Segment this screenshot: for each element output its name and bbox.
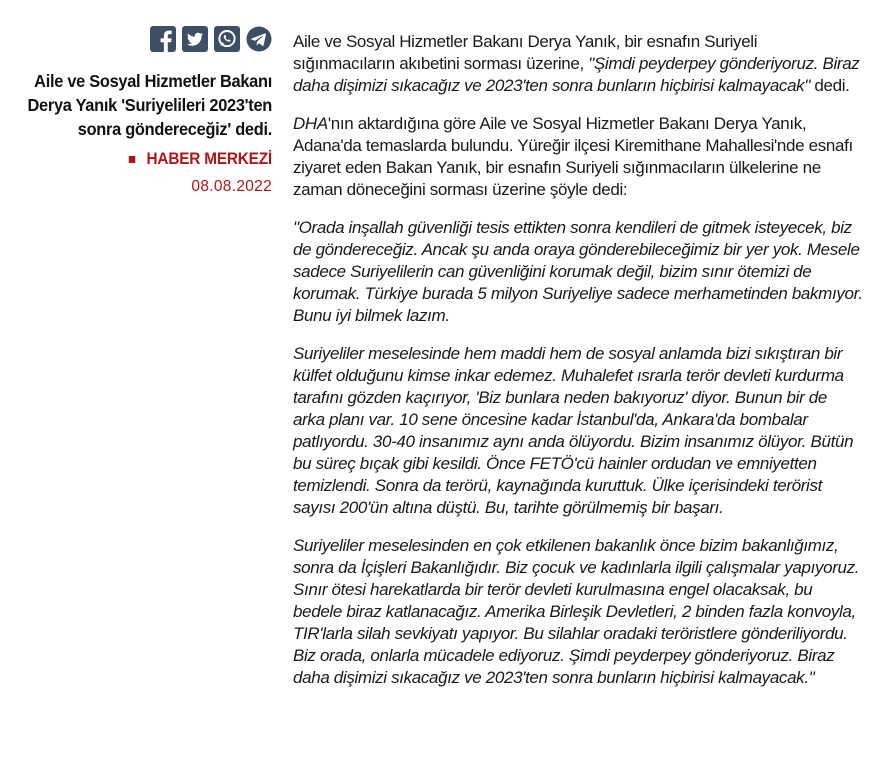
paragraph-intro [293,31,863,97]
quote-paragraph-1: "Orada inşallah güvenliği tesis ettikten sonra kendileri de gitmek isteyecek, biz de göndereceğiz. Ancak şu anda oraya gönderebileceğimiz bir yer yok. Mesele sadece Suriyelilerin can güvenliğini korumak değil, bizim sınır ötemizi de korumak. Türkiye burada 5 milyon Suriyeliye sadece merhametinden bakmıyor. Bunu iyi bilmek lazım. [293,218,863,325]
publish-date: 08.08.2022 [191,178,272,195]
telegram-icon [246,26,272,52]
author-link[interactable] [19,150,272,169]
square-bullet-icon [129,156,136,163]
share-bar [0,26,272,52]
whatsapp-icon [214,26,240,52]
quote-paragraph-2: Suriyeliler meselesinde hem maddi hem de sosyal anlamda bizi sıkıştıran bir külfet olduğunu kimse inkar edemez. Muhalefet ısrarla terör devleti kurdurma tarafını gözden kaçırıyor, 'Biz bunlara neden bakıyoruz' diyor. Bunun bir de arka planı var. 10 sene öncesine kadar İstanbul'da, Ankara'da bombalar patlıyordu. 30-40 insanımız aynı anda ölüyordu. Bizim insanımız ölüyor. Bütün bu süreç bıçak gibi kesildi. Önce FETÖ'cü hainler ordudan ve emniyetten temizlendi. Sonra da terörü, kaynağında kuruttuk. Ülke içerisindeki terörist sayısı 200'ün altına düştü. Bu, tarihte görülmemiş bir başarı. [293,344,854,517]
source-agency: DHA [293,114,328,133]
facebook-icon [150,26,176,52]
intro-text: Aile ve Sosyal Hizmetler Bakanı Derya Yanık, bir esnafın Suriyeli sığınmacıların akıbetini sorması üzerine, [293,32,758,73]
telegram-share-button[interactable] [246,26,272,52]
quote-paragraph-3: Suriyeliler meselesinden en çok etkilenen bakanlık önce bizim bakanlığımız, sonra da İçişleri Bakanlığıdır. Biz çocuk ve kadınlarla ilgili çalışmalar yapıyoruz. Sınır ötesi harekatlarda bir terör devleti kurulmasına engel olacaksak, bu bedele biraz katlanacağız. Amerika Birleşik Devletleri, 2 binden fazla konvoyla, TIR'larla silah sevkiyatı yapıyor. Bu silahlar oradaki teröristlere gönderiliyordu. Biz orada, onlarla mücadele ediyoruz. Şimdi peyderpey gönderiyoruz. Biraz daha dişimizi sıkacağız ve 2023'ten sonra bunların hiçbirisi kalmayacak." [293,536,860,687]
twitter-icon [182,26,208,52]
author-name: HABER MERKEZİ [146,150,272,168]
article-body [293,31,863,705]
intro-quote: "Şimdi peyderpey gönderiyoruz. Biraz daha dişimizi sıkacağız ve 2023'ten sonra bunların hiçbirisi kalmayacak" [293,54,860,95]
facebook-share-button[interactable] [150,26,176,52]
context-text: 'nın aktardığına göre Aile ve Sosyal Hizmetler Bakanı Derya Yanık, Adana'da temaslarda bulundu. Yüreğir ilçesi Kiremithane Mahallesi'nde esnafı ziyaret eden Bakan Yanık, bir esnafın Suriyeli sığınmacıların ülkelerine ne zaman döneceğini sorması üzerine şöyle dedi: [293,114,853,199]
intro-end: dedi. [810,76,850,95]
paragraph-context [293,113,863,201]
article-summary: Aile ve Sosyal Hizmetler Bakanı Derya Yanık 'Suriyelileri 2023'ten sonra göndereceğiz' dedi. [27,71,273,139]
twitter-share-button[interactable] [182,26,208,52]
whatsapp-share-button[interactable] [214,26,240,52]
article-sidebar [0,26,272,196]
